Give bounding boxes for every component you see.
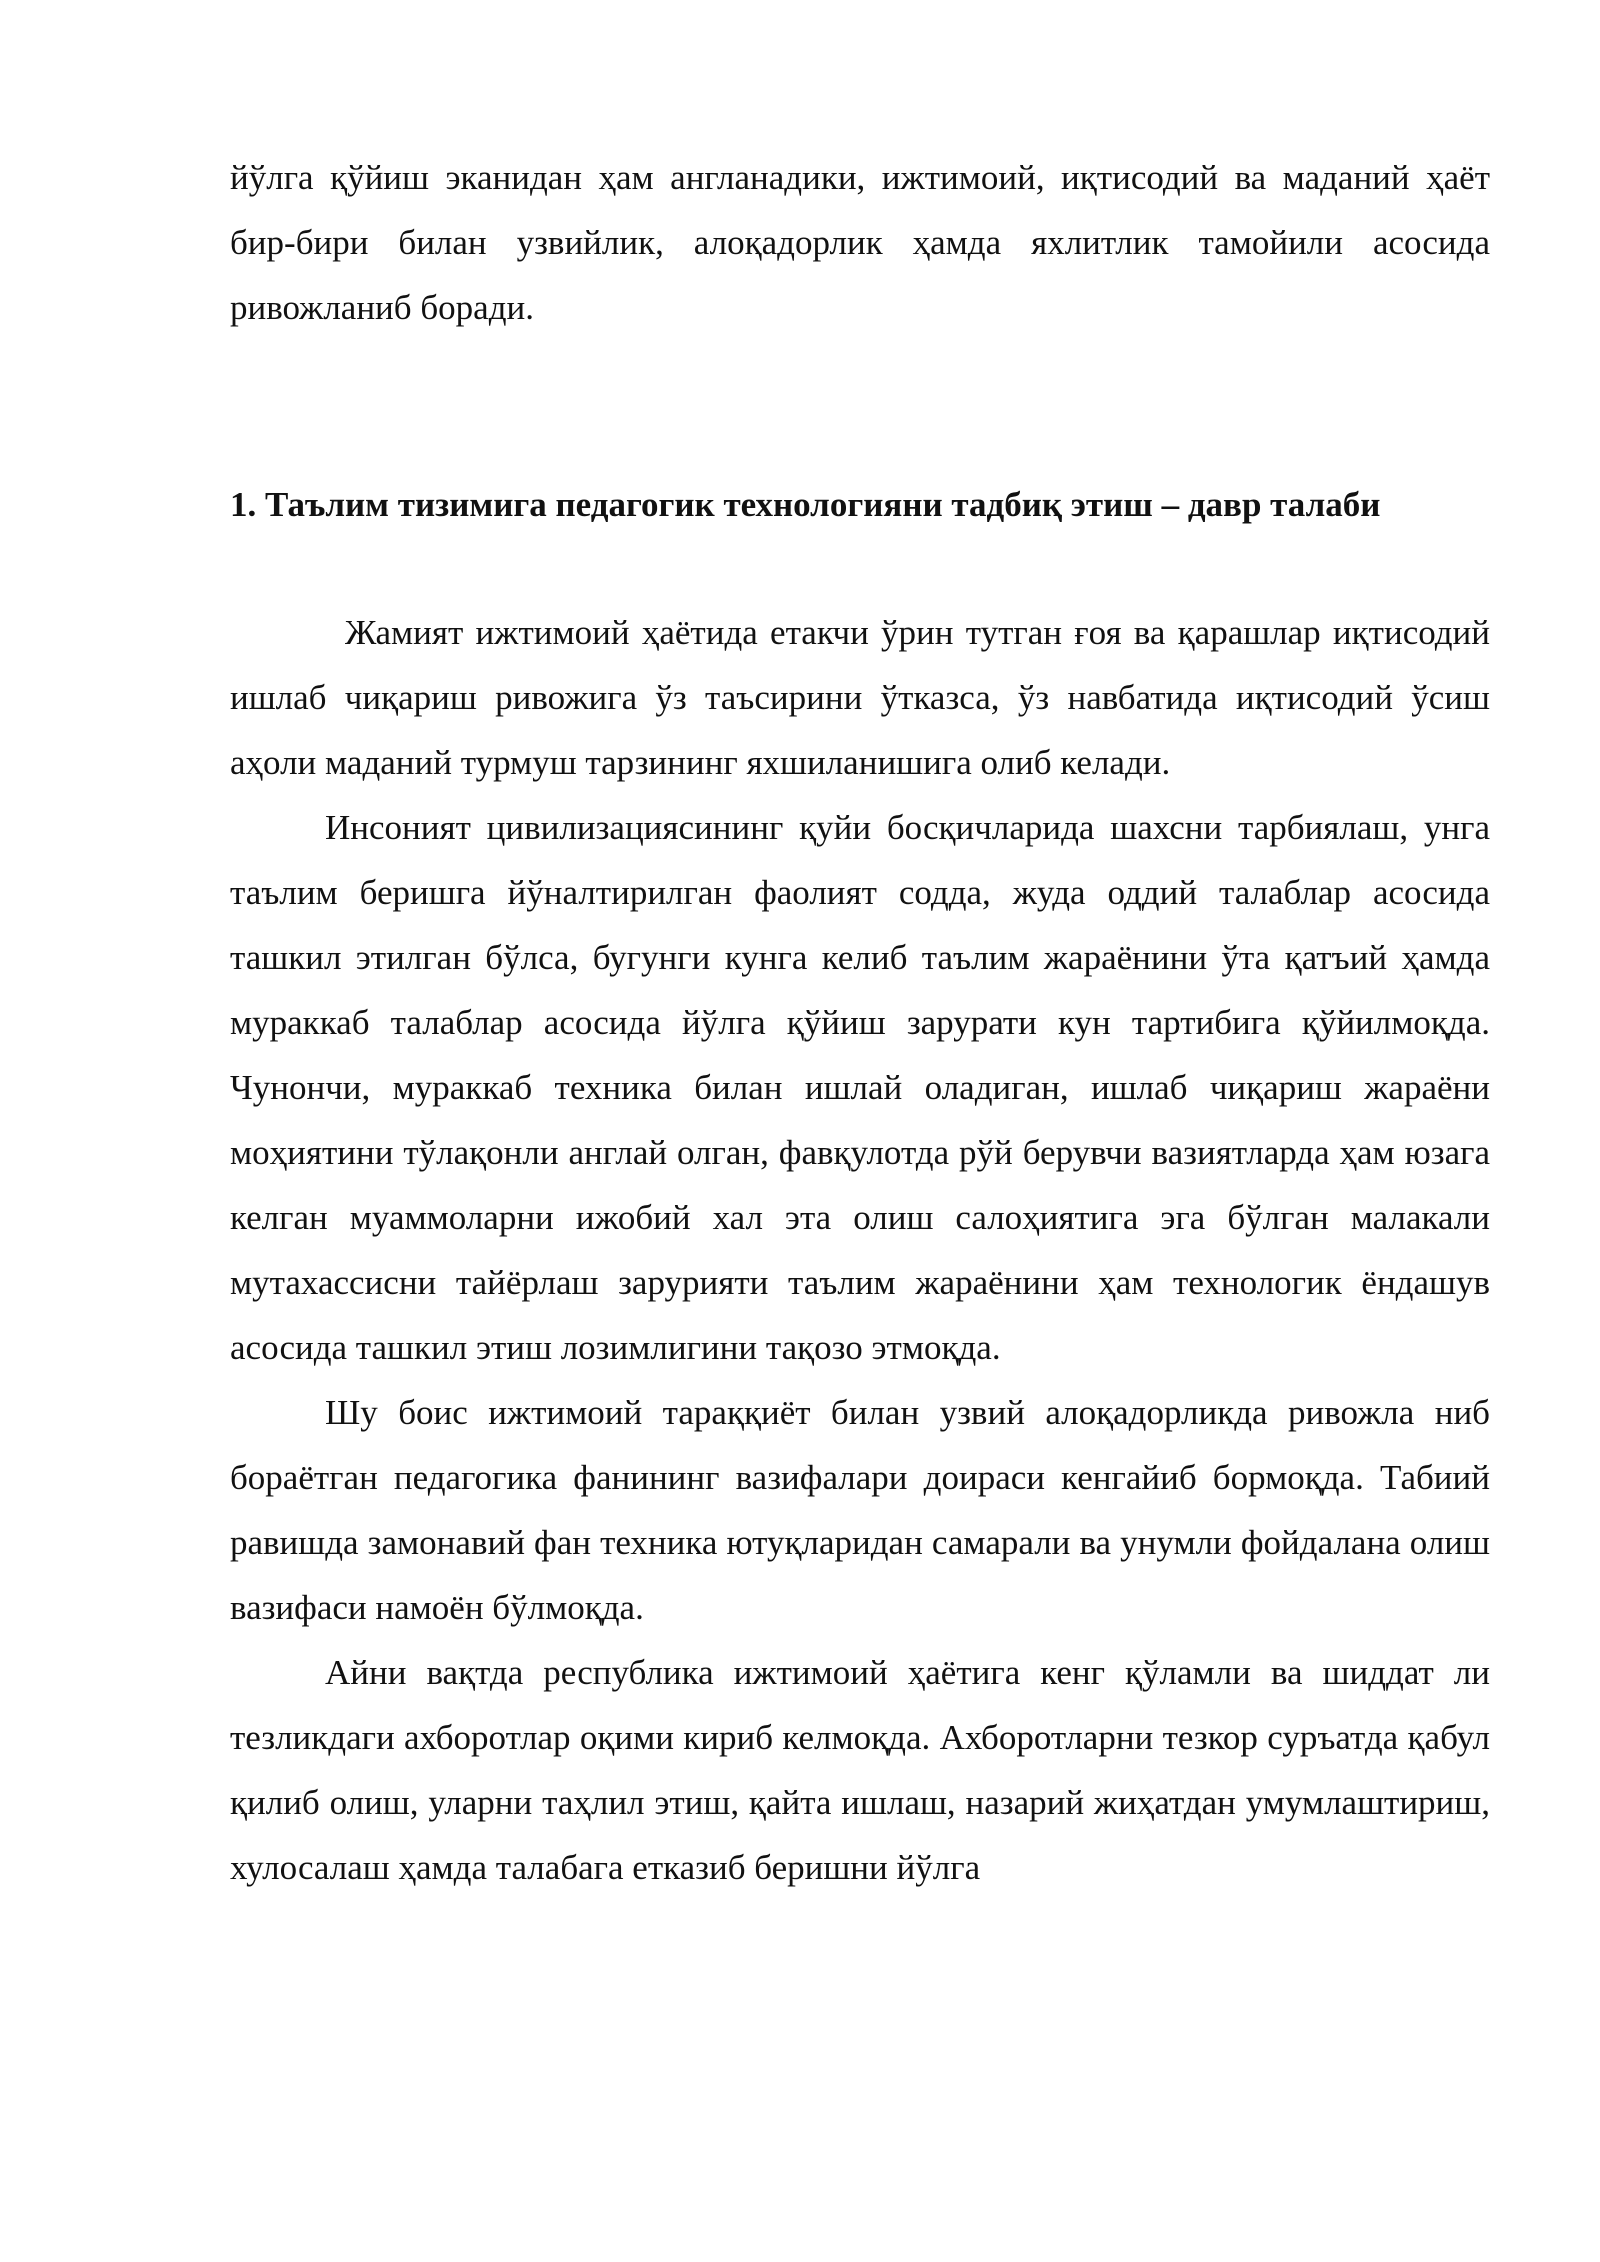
paragraph: Жамият ижтимоий ҳаётида етакчи ўрин тутган ғоя ва қарашлар иқтисодий ишлаб чиқариш ривожига ўз таъсирини ўтказса, ўз навбатида иқтисодий ўсиш аҳоли маданий турмуш тарзининг яхшиланишига олиб келади. xyxy=(230,613,1490,782)
paragraph: Инсоният цивилизациясининг қуйи босқичларида шахсни тарбиялаш, унга таълим беришга йўналтирилган фаолият содда, жуда оддий талаблар асосида ташкил этилган бўлса, бугунги кунга келиб таълим жараёнини ўта қатъий ҳамда мураккаб талаблар асосида йўлга қўйиш зарурати кун тартибига қўйилмоқда. Чунончи, мураккаб техника билан ишлай оладиган, ишлаб чиқариш жараёни моҳиятини тўлақонли англай олган, фавқулотда рўй берувчи вазиятларда ҳам юзага келган муаммоларни ижобий хал эта олиш салоҳиятига эга бўлган малакали мутахассисни тайёрлаш зарурияти таълим жараёнини ҳам технологик ёндашув асосида ташкил этиш лозимлигини тақозо этмоқда. xyxy=(230,808,1490,1367)
section-heading: 1. Таълим тизимига педагогик технологияни тадбиқ этиш – давр талаби xyxy=(230,485,1381,524)
paragraph: Айни вақтда республика ижтимоий ҳаётига кенг қўламли ва шиддат ли тезликдаги ахборотлар оқими кириб келмоқда. Ахборотларни тезкор суръатда қабул қилиб олиш, уларни таҳлил этиш, қайта ишлаш, назарий жиҳатдан умумлаштириш, хулосалаш ҳамда талабага етказиб беришни йўлга xyxy=(230,1653,1490,1887)
paragraph: Шу боис ижтимоий тараққиёт билан узвий алоқадорликда ривожла ниб бораётган педагогика фанининг вазифалари доираси кенгайиб бормоқда. Табиий равишда замонавий фан техника ютуқларидан самарали ва унумли фойдалана олиш вазифаси намоён бўлмоқда. xyxy=(230,1393,1490,1627)
intro-paragraph: йўлга қўйиш эканидан ҳам англанадики, ижтимоий, иқтисодий ва маданий ҳаёт бир-бири билан узвийлик, алоқадорлик ҳамда яхлитлик тамойили асосида ривожланиб боради. xyxy=(230,158,1490,327)
intro-text-block xyxy=(230,145,1490,340)
body-text-block xyxy=(230,600,1490,1900)
